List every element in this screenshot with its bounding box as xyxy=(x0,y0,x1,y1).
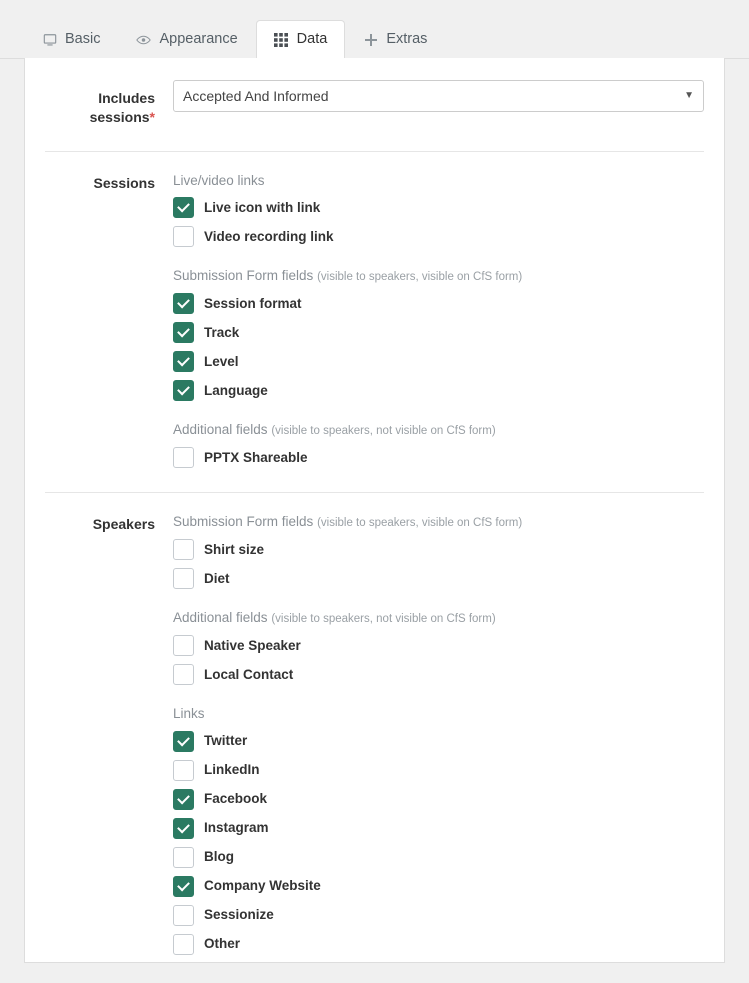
checkbox-shirt-size[interactable] xyxy=(173,539,194,560)
checkbox-item[interactable] xyxy=(173,905,704,926)
checkbox-item[interactable] xyxy=(173,351,704,372)
checkbox-video-recording-link[interactable] xyxy=(173,226,194,247)
tab-extras[interactable] xyxy=(345,20,445,59)
checkbox-track[interactable] xyxy=(173,322,194,343)
checkbox-other[interactable] xyxy=(173,934,194,955)
checkbox-label: Shirt size xyxy=(204,541,265,557)
checkbox-item[interactable] xyxy=(173,447,704,468)
checkbox-item[interactable] xyxy=(173,293,704,314)
checkbox-item[interactable] xyxy=(173,664,704,685)
checkbox-group-speaker-submission-fields xyxy=(173,539,704,589)
group-title-links xyxy=(173,705,704,723)
checkbox-native-speaker[interactable] xyxy=(173,635,194,656)
group-title-text: Additional fields xyxy=(173,610,268,626)
checkbox-item[interactable] xyxy=(173,539,704,560)
checkbox-label: Facebook xyxy=(204,791,268,807)
group-hint: (visible to speakers, visible on CfS form) xyxy=(317,517,523,530)
checkbox-item[interactable] xyxy=(173,876,704,897)
required-marker: * xyxy=(149,108,155,125)
group-title-text: Live/video links xyxy=(173,172,265,188)
checkbox-label: Live icon with link xyxy=(204,200,321,216)
checkbox-label: PPTX Shareable xyxy=(204,449,308,465)
eye-icon xyxy=(136,32,151,47)
group-title-text: Links xyxy=(173,706,205,722)
speakers-label: Speakers xyxy=(92,516,155,533)
divider xyxy=(45,151,704,152)
group-title-text: Submission Form fields xyxy=(173,514,314,530)
divider xyxy=(45,492,704,493)
plus-icon xyxy=(363,32,378,47)
checkbox-label: Company Website xyxy=(204,878,321,894)
speakers-row xyxy=(25,513,724,954)
group-title-text: Additional fields xyxy=(173,422,268,438)
includes-sessions-select[interactable] xyxy=(173,80,704,112)
checkbox-item[interactable] xyxy=(173,789,704,810)
tab-label: Extras xyxy=(386,31,428,48)
checkbox-sessionize[interactable] xyxy=(173,905,194,926)
checkbox-item[interactable] xyxy=(173,731,704,752)
includes-sessions-row xyxy=(25,80,724,127)
tab-label: Appearance xyxy=(159,31,238,48)
group-hint: (visible to speakers, not visible on CfS form) xyxy=(271,613,496,626)
includes-sessions-label-text: Includes sessions xyxy=(89,90,155,125)
checkbox-item[interactable] xyxy=(173,197,704,218)
checkbox-diet[interactable] xyxy=(173,568,194,589)
includes-sessions-label xyxy=(45,80,173,127)
checkbox-group-session-additional-fields xyxy=(173,447,704,468)
checkbox-group-session-submission-fields xyxy=(173,293,704,401)
checkbox-item[interactable] xyxy=(173,818,704,839)
group-title-speaker-additional-fields xyxy=(173,609,704,627)
checkbox-language[interactable] xyxy=(173,380,194,401)
checkbox-twitter[interactable] xyxy=(173,731,194,752)
checkbox-label: Instagram xyxy=(204,820,269,836)
checkbox-label: Other xyxy=(204,936,241,952)
data-tab-panel xyxy=(24,58,725,963)
grid-icon xyxy=(274,32,289,47)
checkbox-label: Native Speaker xyxy=(204,637,301,653)
checkbox-label: Video recording link xyxy=(204,229,334,245)
checkbox-item[interactable] xyxy=(173,847,704,868)
checkbox-blog[interactable] xyxy=(173,847,194,868)
checkbox-item[interactable] xyxy=(173,635,704,656)
checkbox-label: Twitter xyxy=(204,733,248,749)
group-title-text: Submission Form fields xyxy=(173,268,314,284)
group-title-live-video-links xyxy=(173,172,704,190)
tab-data[interactable] xyxy=(256,20,346,59)
tab-label: Basic xyxy=(65,31,101,48)
group-title-speaker-submission-fields xyxy=(173,513,704,531)
checkbox-group-speaker-additional-fields xyxy=(173,635,704,685)
group-title-submission-form-fields xyxy=(173,267,704,285)
checkbox-item[interactable] xyxy=(173,934,704,955)
checkbox-item[interactable] xyxy=(173,760,704,781)
sessions-row xyxy=(25,172,724,468)
checkbox-label: Session format xyxy=(204,295,302,311)
tab-bar xyxy=(0,0,749,59)
checkbox-linkedin[interactable] xyxy=(173,760,194,781)
checkbox-item[interactable] xyxy=(173,322,704,343)
checkbox-label: Diet xyxy=(204,570,230,586)
group-hint: (visible to speakers, visible on CfS form) xyxy=(317,271,523,284)
checkbox-group-live-video-links xyxy=(173,197,704,247)
checkbox-label: Language xyxy=(204,382,268,398)
checkbox-item[interactable] xyxy=(173,226,704,247)
chevron-down-icon: ▼ xyxy=(684,90,694,101)
group-title-additional-fields xyxy=(173,421,704,439)
checkbox-group-links xyxy=(173,731,704,955)
checkbox-level[interactable] xyxy=(173,351,194,372)
checkbox-label: Track xyxy=(204,324,240,340)
checkbox-instagram[interactable] xyxy=(173,818,194,839)
group-hint: (visible to speakers, not visible on CfS form) xyxy=(271,425,496,438)
checkbox-facebook[interactable] xyxy=(173,789,194,810)
tab-basic[interactable] xyxy=(24,20,118,59)
checkbox-label: Blog xyxy=(204,849,234,865)
monitor-icon xyxy=(42,32,57,47)
checkbox-label: Level xyxy=(204,353,239,369)
checkbox-session-format[interactable] xyxy=(173,293,194,314)
checkbox-label: Sessionize xyxy=(204,907,274,923)
checkbox-label: LinkedIn xyxy=(204,762,260,778)
sessions-label: Sessions xyxy=(93,174,155,191)
tab-label: Data xyxy=(296,31,328,48)
checkbox-item[interactable] xyxy=(173,380,704,401)
checkbox-local-contact[interactable] xyxy=(173,664,194,685)
checkbox-company-website[interactable] xyxy=(173,876,194,897)
checkbox-label: Local Contact xyxy=(204,666,294,682)
checkbox-item[interactable] xyxy=(173,568,704,589)
checkbox-live-icon-with-link[interactable] xyxy=(173,197,194,218)
tab-appearance[interactable] xyxy=(118,20,255,59)
checkbox-pptx-shareable[interactable] xyxy=(173,447,194,468)
